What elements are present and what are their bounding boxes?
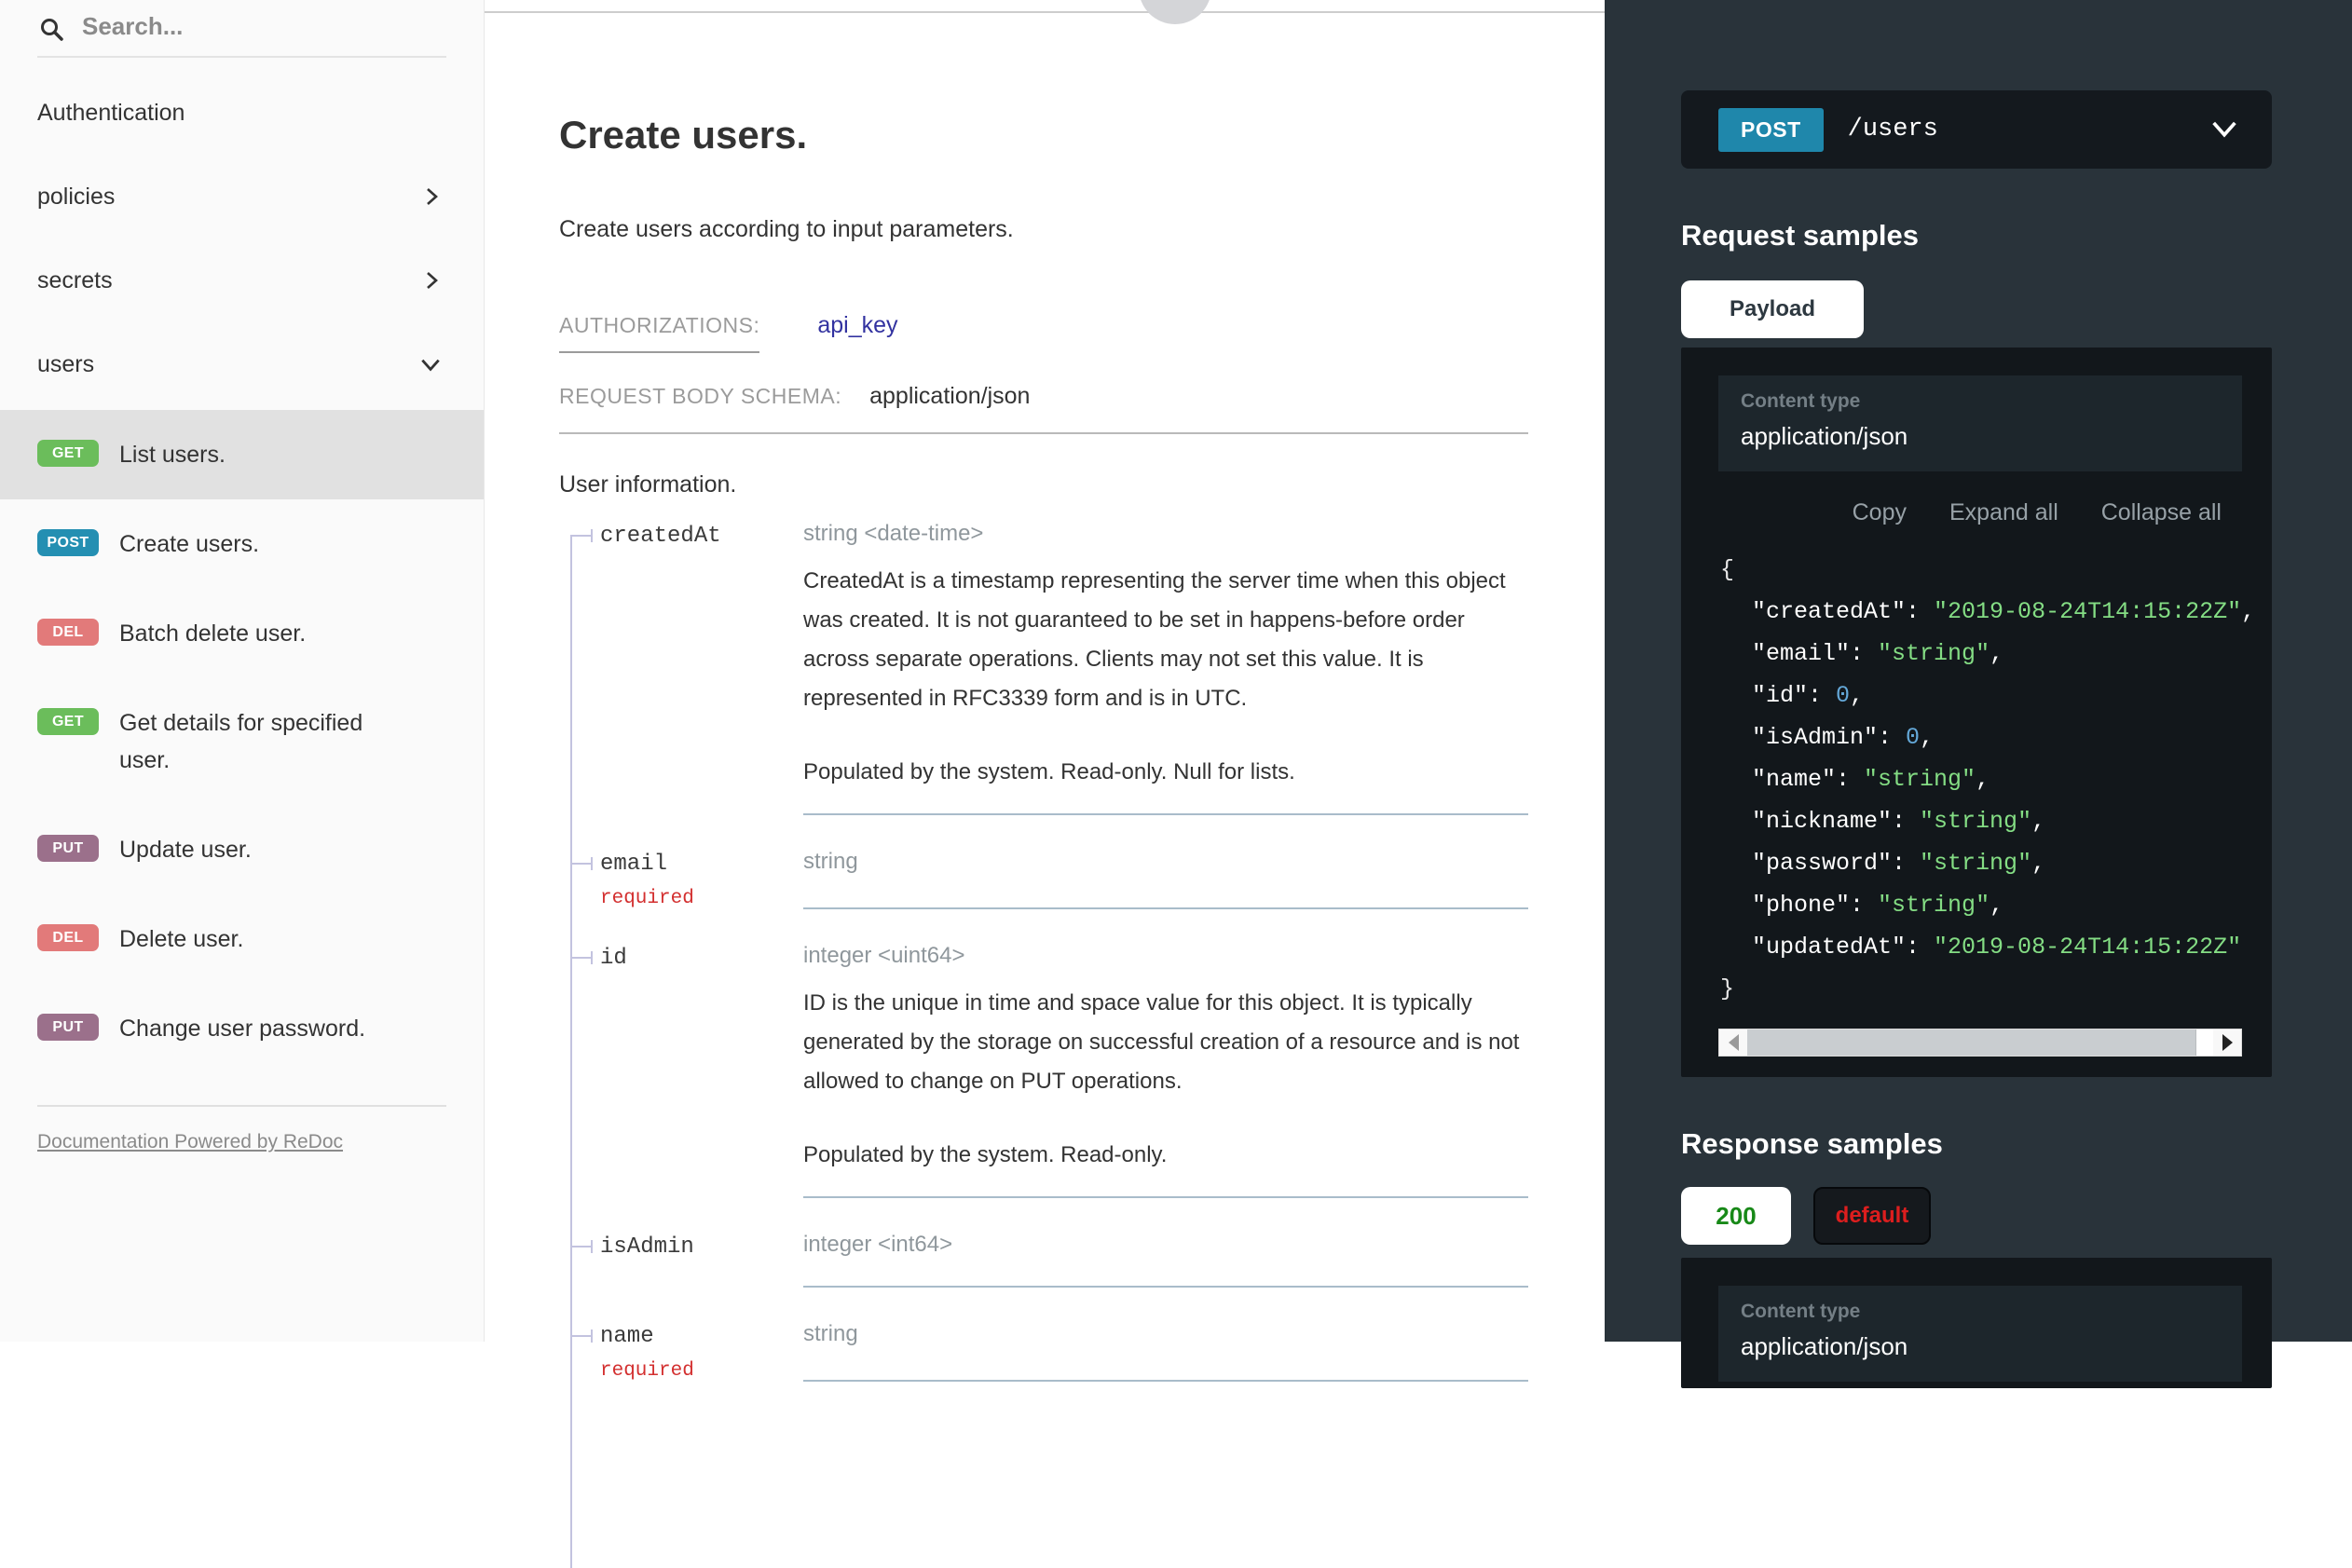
field-detail-cell [803, 1198, 1528, 1288]
operation-label: Delete user. [119, 926, 244, 952]
content-type-label: Content type [1741, 1301, 1861, 1322]
copy-button[interactable]: Copy [1852, 499, 1907, 525]
method-badge-delete: DEL [37, 924, 99, 951]
field-name-cell [559, 1198, 803, 1288]
sidebar-op-get-user-details[interactable] [0, 678, 484, 805]
chevron-down-icon [418, 352, 443, 376]
authorizations-label: AUTHORIZATIONS: [559, 313, 759, 353]
operation-label: Update user. [119, 837, 252, 863]
json-code-sample: { "createdAt": "2019-08-24T14:15:22Z", "email": "string", "id": 0, "isAdmin": 0, "name": "string", "nickname": "string", "password": "string", "phone": "string", "updatedAt": "2019-08-24T14:15:22Z" } [1720, 556, 2256, 1002]
sidebar-op-update-user[interactable] [0, 805, 484, 894]
content-panel [485, 0, 1605, 1382]
search-box [0, 0, 484, 58]
field-type: string [803, 1321, 858, 1346]
right-panel [1605, 0, 2352, 1360]
sidebar-item-secrets[interactable] [0, 239, 484, 322]
schema-title: User information. [559, 471, 737, 498]
sidebar-op-create-users[interactable] [0, 499, 484, 589]
field-type: integer <int64> [803, 1232, 953, 1257]
tree-branch-icon [570, 957, 593, 959]
operation-label: Create users. [119, 531, 260, 557]
chevron-right-icon [420, 185, 443, 208]
tree-branch-icon [570, 1246, 593, 1248]
field-name: name [600, 1324, 654, 1349]
post-method-badge: POST [1718, 108, 1824, 152]
sidebar-item-label: Authentication [37, 100, 185, 126]
field-name-cell [559, 1288, 803, 1382]
chevron-down-icon [2208, 117, 2240, 142]
page-title: Create users. [559, 113, 808, 157]
operation-description: Create users according to input parameters. [559, 216, 1014, 242]
field-detail-cell [803, 815, 1528, 909]
content-type-value: application/json [1741, 422, 1908, 450]
powered-by-redoc-link[interactable]: Documentation Powered by ReDoc [37, 1131, 344, 1152]
sidebar-op-list-users[interactable] [0, 410, 484, 499]
api-key-link[interactable]: api_key [817, 312, 898, 338]
schema-row-isAdmin [559, 1198, 1528, 1288]
field-name: createdAt [600, 524, 721, 549]
horizontal-scrollbar[interactable] [1718, 1029, 2242, 1057]
sidebar-op-change-user-password[interactable] [0, 984, 484, 1073]
content-type-dropdown[interactable] [1718, 375, 2242, 471]
tab-response-200[interactable]: 200 [1681, 1187, 1791, 1245]
method-badge-put: PUT [37, 835, 99, 862]
method-badge-get: GET [37, 708, 99, 735]
request-samples-title: Request samples [1681, 219, 1919, 252]
schema-table [559, 521, 1528, 1382]
sidebar-item-authentication[interactable] [0, 71, 484, 155]
field-name-cell [559, 521, 803, 815]
authorizations-row [559, 312, 1528, 353]
request-sample-panel [1681, 348, 2272, 1077]
left-arrow-icon[interactable] [1719, 1029, 1747, 1056]
sidebar-item-policies[interactable] [0, 155, 484, 239]
section-divider [485, 11, 1605, 13]
tree-branch-icon [570, 535, 593, 537]
scrollbar-thumb[interactable] [1747, 1029, 2196, 1056]
tab-payload[interactable]: Payload [1681, 280, 1864, 338]
field-detail-cell [803, 1288, 1528, 1382]
field-type: string <date-time> [803, 521, 984, 546]
method-badge-delete: DEL [37, 619, 99, 646]
field-name: isAdmin [600, 1234, 694, 1260]
sidebar [0, 0, 485, 1342]
tree-branch-icon [570, 1335, 593, 1337]
sidebar-operations [0, 410, 484, 1073]
sidebar-groups [0, 71, 484, 406]
sidebar-op-batch-delete-user[interactable] [0, 589, 484, 678]
code-actions [1681, 499, 2272, 526]
response-content-type-dropdown[interactable] [1718, 1286, 2242, 1382]
sidebar-footer-divider [37, 1105, 446, 1107]
method-badge-post: POST [37, 529, 99, 556]
operation-label: Batch delete user. [119, 620, 307, 647]
field-type: integer <uint64> [803, 943, 965, 968]
field-detail-cell [803, 909, 1528, 1198]
request-body-schema-label: REQUEST BODY SCHEMA: [559, 384, 842, 408]
right-arrow-icon[interactable] [2213, 1029, 2241, 1056]
response-sample-panel [1681, 1258, 2272, 1388]
field-description: CreatedAt is a timestamp representing the server time when this object was created. It is not guaranteed to be set in happens-before order across separate operations. Clients may not set this value. It is represented in RFC3339 form and is in UTC. [803, 568, 1506, 711]
collapse-all-button[interactable]: Collapse all [2100, 499, 2222, 525]
field-note: Populated by the system. Read-only. Null for lists. [803, 759, 1295, 784]
field-name: email [600, 852, 668, 877]
required-flag: required [600, 888, 694, 909]
chevron-right-icon [420, 269, 443, 292]
request-body-schema-row [559, 383, 1528, 434]
method-badge-get: GET [37, 440, 99, 467]
field-name-cell [559, 909, 803, 1198]
expand-all-button[interactable]: Expand all [1949, 499, 2058, 525]
search-icon [39, 17, 65, 43]
content-type-value: application/json [1741, 1332, 1908, 1360]
scrollbar-track[interactable] [2196, 1029, 2213, 1056]
sidebar-item-label: users [37, 351, 95, 377]
endpoint-dropdown[interactable] [1681, 90, 2272, 169]
field-note: Populated by the system. Read-only. [803, 1142, 1168, 1167]
schema-row-name [559, 1288, 1528, 1382]
tree-branch-icon [570, 863, 593, 865]
field-name-cell [559, 815, 803, 909]
operation-label: Change user password. [119, 1016, 366, 1042]
required-flag: required [600, 1360, 694, 1382]
schema-row-id [559, 909, 1528, 1198]
content-type-label: Content type [1741, 390, 1861, 412]
field-type: string [803, 849, 858, 874]
response-samples-title: Response samples [1681, 1127, 1943, 1160]
schema-row-createdAt [559, 521, 1528, 815]
tab-response-default[interactable]: default [1813, 1187, 1931, 1245]
search-input[interactable] [80, 11, 434, 42]
field-name: id [600, 946, 627, 971]
sidebar-item-label: secrets [37, 267, 113, 293]
schema-row-email [559, 815, 1528, 909]
search-divider [37, 56, 446, 58]
field-detail-cell [803, 521, 1528, 815]
response-tabs [1681, 1187, 2272, 1245]
sidebar-item-users[interactable] [0, 322, 484, 406]
operation-label: Get details for specified user. [119, 710, 363, 773]
sidebar-item-label: policies [37, 184, 116, 210]
field-description: ID is the unique in time and space value for this object. It is typically generated by the storage on successful creation of a resource and is not allowed to change on PUT operations. [803, 990, 1520, 1094]
operation-label: List users. [119, 442, 226, 468]
sidebar-op-delete-user[interactable] [0, 894, 484, 984]
method-badge-put: PUT [37, 1014, 99, 1041]
endpoint-path: /users [1847, 116, 1938, 143]
request-body-content-type: application/json [869, 383, 1031, 409]
